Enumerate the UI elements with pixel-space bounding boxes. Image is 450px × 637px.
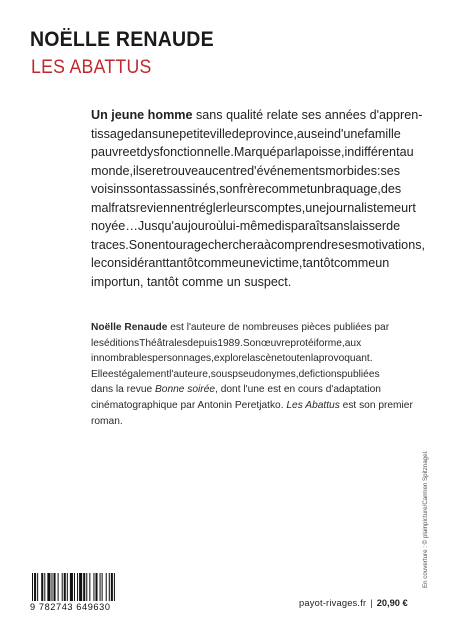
synopsis-text: sans qualité relate ses années d'appren- [192, 108, 423, 122]
book-title: LES ABATTUS [31, 57, 152, 78]
word: tout [282, 353, 300, 365]
bio-line [91, 351, 373, 367]
cover-credit: En couverture : © plainpicture/Carmen Spitznagel. [422, 450, 429, 588]
word: en [299, 353, 311, 365]
barcode-bar [114, 573, 115, 601]
word: régler [194, 200, 227, 215]
barcode-bar [47, 573, 50, 601]
barcode-bar [62, 573, 63, 601]
bio-text: , dont l'une est en cours d'adaptation [215, 384, 381, 396]
word: ville [210, 126, 232, 141]
word: frère [239, 182, 266, 196]
bio-text: est l'auteure de nombreuses pièces publiées par [167, 322, 390, 333]
word: Théâtrales [139, 337, 188, 349]
synopsis-line [91, 217, 401, 236]
word: dans [130, 126, 159, 141]
word: entourage [151, 237, 208, 252]
bio-line [91, 382, 381, 398]
bio-text: roman. [91, 415, 123, 427]
word: ses [338, 237, 358, 252]
publisher-url[interactable]: payot-rivages.fr [299, 598, 367, 608]
word: des [380, 182, 402, 196]
word: commet [265, 182, 311, 196]
word: comprendre [270, 237, 339, 252]
word: explore [213, 353, 248, 365]
word: centre [212, 163, 248, 178]
synopsis-line [91, 236, 425, 255]
barcode-bar [44, 573, 45, 601]
word: monde, [91, 163, 134, 178]
word: à [263, 237, 271, 252]
bio-line [91, 414, 358, 430]
word: petite [179, 126, 211, 141]
word: pauvre [91, 145, 130, 159]
word: par [276, 145, 295, 159]
word: de [298, 368, 310, 380]
word: se [138, 163, 152, 178]
synopsis-text: importun, tantôt comme un suspect. [91, 274, 292, 289]
barcode-bar [106, 573, 107, 601]
barcode-bar [77, 573, 78, 601]
word: assassinés, [153, 182, 220, 196]
word: braquage, [324, 182, 381, 196]
barcode-bar [83, 573, 85, 601]
synopsis-line [91, 143, 414, 162]
barcode-bar [67, 573, 68, 601]
word: famille [364, 126, 401, 141]
isbn-digits: 9 782743 649630 [30, 602, 111, 612]
word: motivations, [357, 237, 425, 252]
barcode-bar [111, 573, 113, 601]
barcode-bar [51, 573, 52, 601]
word: provoquant. [318, 353, 373, 365]
barcode-bar [79, 573, 82, 601]
word: disparaît [274, 219, 324, 233]
synopsis-line [91, 180, 402, 199]
word: traces. [91, 237, 129, 252]
word: la [310, 353, 319, 365]
synopsis-line [91, 254, 390, 273]
barcode-bar [54, 573, 56, 601]
word: dysfonctionnelle. [140, 145, 234, 159]
word: une [305, 200, 327, 215]
synopsis [91, 106, 425, 291]
word: le [91, 256, 101, 270]
barcode-bar [102, 573, 103, 601]
synopsis-line [91, 273, 359, 292]
barcode-bar [86, 573, 87, 601]
barcode-bar [93, 573, 94, 601]
word: au [399, 145, 414, 159]
word: personnages, [152, 353, 214, 365]
word: 1989. [217, 337, 243, 349]
word: laisser [349, 219, 387, 233]
author-name: NOËLLE RENAUDE [30, 28, 214, 51]
word: leurs [226, 200, 255, 215]
barcode-bar [95, 573, 97, 601]
word: et [129, 145, 141, 159]
barcode-bar [89, 573, 90, 601]
bio-line [91, 367, 380, 383]
word: une [158, 126, 180, 141]
word: ses [380, 163, 401, 178]
word: lui-même [222, 219, 275, 233]
word: Elle [91, 368, 108, 380]
word: d'événements [247, 163, 326, 178]
word: Son [242, 337, 261, 349]
word: indifférent [344, 145, 400, 159]
bio-line [91, 336, 362, 352]
barcode-bar [100, 573, 101, 601]
publisher-line [299, 598, 408, 608]
price: 20,90 € [376, 598, 408, 608]
word: comme [197, 256, 239, 270]
word: voisins [91, 182, 130, 196]
word: également [121, 368, 170, 380]
word: sans [323, 219, 350, 233]
barcode-bar [109, 573, 110, 601]
barcode-bar [41, 573, 43, 601]
word: Marqué [233, 145, 277, 159]
synopsis-line [91, 125, 401, 144]
word: reviennent [135, 200, 195, 215]
word: œuvre [260, 337, 291, 349]
word: la [294, 145, 305, 159]
bio-book-title: Les Abattus [286, 399, 340, 411]
word: noyée… [91, 219, 138, 233]
word: il [133, 163, 139, 178]
word: jour [187, 219, 209, 233]
bio-text: dans la revue [91, 384, 155, 396]
word: son [219, 182, 240, 196]
word: un [375, 256, 390, 270]
word: comptes, [254, 200, 306, 215]
bio-line [91, 320, 390, 336]
word: fictions [309, 368, 342, 380]
word: sein [310, 126, 334, 141]
bio-author-name: Noëlle Renaude [91, 322, 168, 333]
barcode-bar [37, 573, 38, 601]
word: publiées [341, 368, 380, 380]
word: tissage [91, 126, 131, 141]
author-bio [91, 320, 413, 429]
word: poisse, [304, 145, 345, 159]
word: éditions [104, 337, 140, 349]
barcode-bar [58, 573, 59, 601]
word: comme [333, 256, 376, 270]
synopsis-line [91, 106, 423, 125]
word: d'une [334, 126, 365, 141]
word: les [91, 337, 105, 349]
barcode-bar [74, 573, 75, 601]
word: Son [128, 237, 152, 252]
barcode-bar [32, 573, 33, 601]
word: au [296, 126, 311, 141]
word: morbides [325, 163, 377, 178]
word: l'auteure, [169, 368, 211, 380]
word: aux [344, 337, 362, 349]
word: tantôt [165, 256, 198, 270]
word: tantôt [302, 256, 334, 270]
bio-magazine-title: Bonne soirée [155, 384, 216, 396]
word: meurt [383, 200, 416, 215]
synopsis-lead: Un jeune homme [91, 108, 193, 122]
synopsis-line [91, 162, 401, 181]
word: retrouve [151, 163, 199, 178]
barcode-bar [64, 573, 66, 601]
word: où [208, 219, 223, 233]
word: province, [245, 126, 297, 141]
barcode-bar [70, 573, 73, 601]
word: au [198, 163, 213, 178]
word: journaliste [326, 200, 384, 215]
word: malfrats [91, 200, 136, 215]
word: la [247, 353, 256, 365]
word: pseudonymes, [232, 368, 299, 380]
word: victime, [259, 256, 303, 270]
word: cherchera [207, 237, 264, 252]
synopsis-line [91, 199, 416, 218]
word: depuis [187, 337, 218, 349]
word: : [377, 163, 381, 178]
barcode-bar [34, 573, 36, 601]
bio-text: est son premier [339, 399, 413, 411]
bio-text: cinématographique par Antonin Peretjatko. [91, 399, 287, 411]
word: est [108, 368, 122, 380]
word: sous [210, 368, 233, 380]
word: de [231, 126, 246, 141]
bio-line [91, 398, 413, 414]
word: de [386, 219, 401, 233]
separator: | [370, 598, 373, 608]
word: innombrables [91, 353, 153, 365]
word: un [310, 182, 325, 196]
word: Jusqu'au [137, 219, 188, 233]
word: une [238, 256, 260, 270]
word: considérant [100, 256, 166, 270]
word: sont [129, 182, 154, 196]
word: protéiforme, [290, 337, 345, 349]
word: scène [255, 353, 283, 365]
